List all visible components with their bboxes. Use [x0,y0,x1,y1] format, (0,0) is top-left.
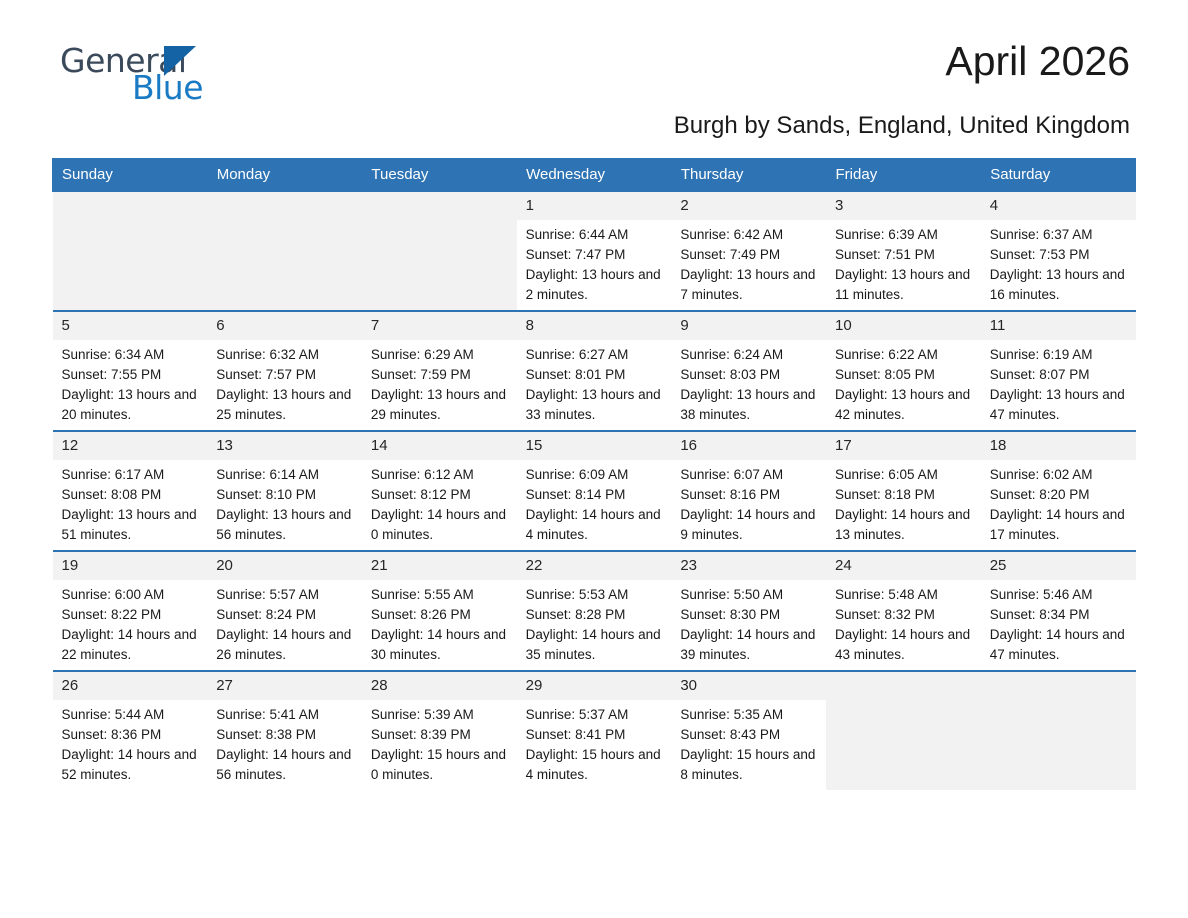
calendar-day-cell[interactable] [53,551,208,671]
day-details [517,700,672,785]
sunrise-text: Sunrise: 6:37 AM [989,227,1093,242]
daylight-text: Daylight: 13 hours and 16 minutes. [989,267,1125,302]
calendar-body [53,191,1136,790]
day-number: 4 [981,192,1136,220]
sunrise-text: Sunrise: 5:39 AM [370,707,474,722]
location-subtitle: Burgh by Sands, England, United Kingdom [673,112,1130,139]
day-number: 18 [981,432,1136,460]
daylight-text: Daylight: 13 hours and 20 minutes. [61,387,197,422]
daylight-text: Daylight: 13 hours and 47 minutes. [989,387,1125,422]
daylight-text: Daylight: 14 hours and 4 minutes. [525,507,661,542]
sunrise-text: Sunrise: 6:19 AM [989,347,1093,362]
sunset-text: Sunset: 8:24 PM [216,607,317,622]
daylight-text: Daylight: 14 hours and 47 minutes. [989,627,1125,662]
day-details [981,580,1136,665]
sunrise-text: Sunrise: 5:35 AM [680,707,784,722]
sunset-text: Sunset: 8:26 PM [370,607,471,622]
sunset-text: Sunset: 7:55 PM [61,367,162,382]
day-number: 27 [207,672,362,700]
calendar-day-cell[interactable] [517,311,672,431]
sunrise-text: Sunrise: 6:14 AM [216,467,320,482]
calendar-week-row [53,431,1136,551]
day-details [362,580,517,665]
calendar-day-cell[interactable] [53,311,208,431]
day-details [362,460,517,545]
day-details [207,340,362,425]
sunrise-text: Sunrise: 6:39 AM [835,227,938,242]
sunrise-text: Sunrise: 5:57 AM [216,587,320,602]
day-details [53,340,208,425]
day-details [671,460,826,545]
day-details [981,340,1136,425]
day-details [981,460,1136,545]
day-details [671,700,826,785]
day-number: 2 [671,192,826,220]
sunrise-text: Sunrise: 6:44 AM [525,227,629,242]
sunset-text: Sunset: 8:16 PM [680,487,781,502]
daylight-text: Daylight: 13 hours and 7 minutes. [680,267,816,302]
day-details [362,340,517,425]
weekday-header-thursday: Thursday [671,159,826,192]
calendar-day-cell[interactable] [981,191,1136,311]
daylight-text: Daylight: 14 hours and 43 minutes. [835,627,971,662]
daylight-text: Daylight: 14 hours and 9 minutes. [680,507,816,542]
sunset-text: Sunset: 8:39 PM [370,727,471,742]
day-details [517,460,672,545]
calendar-week-row [53,551,1136,671]
page-header [52,0,1136,110]
calendar-day-cell[interactable] [981,431,1136,551]
day-number: 11 [981,312,1136,340]
weekday-header-tuesday: Tuesday [362,159,517,192]
sunset-text: Sunset: 8:03 PM [680,367,781,382]
calendar-day-cell[interactable] [671,191,826,311]
calendar-cell-empty [207,191,362,311]
sunrise-text: Sunrise: 6:22 AM [835,347,938,362]
calendar-day-cell[interactable] [207,311,362,431]
day-details [826,460,981,545]
calendar-day-cell[interactable] [517,431,672,551]
daylight-text: Daylight: 13 hours and 38 minutes. [680,387,816,422]
day-details [671,340,826,425]
sunrise-sunset-calendar [52,158,1136,790]
sunset-text: Sunset: 8:30 PM [680,607,781,622]
calendar-cell-empty [826,671,981,790]
day-details [671,580,826,665]
sunset-text: Sunset: 7:49 PM [680,247,781,262]
day-number: 9 [671,312,826,340]
sunrise-text: Sunrise: 5:55 AM [370,587,474,602]
daylight-text: Daylight: 14 hours and 30 minutes. [370,627,506,662]
day-number: 23 [671,552,826,580]
sunrise-text: Sunrise: 6:27 AM [525,347,629,362]
day-details [826,340,981,425]
day-number: 26 [53,672,208,700]
day-details [53,580,208,665]
daylight-text: Daylight: 13 hours and 25 minutes. [216,387,352,422]
weekday-header-wednesday: Wednesday [517,159,672,192]
sunrise-text: Sunrise: 6:07 AM [680,467,784,482]
daylight-text: Daylight: 14 hours and 35 minutes. [525,627,661,662]
sunrise-text: Sunrise: 6:32 AM [216,347,320,362]
sunset-text: Sunset: 8:08 PM [61,487,162,502]
calendar-day-cell[interactable] [826,191,981,311]
day-details [517,340,672,425]
day-details [53,460,208,545]
sunset-text: Sunset: 8:43 PM [680,727,781,742]
day-number: 1 [517,192,672,220]
daylight-text: Daylight: 14 hours and 26 minutes. [216,627,352,662]
day-number: 30 [671,672,826,700]
daylight-text: Daylight: 13 hours and 33 minutes. [525,387,661,422]
sunrise-text: Sunrise: 6:09 AM [525,467,629,482]
sunrise-text: Sunrise: 5:50 AM [680,587,784,602]
calendar-day-cell[interactable] [981,551,1136,671]
brand-logo[interactable] [60,41,204,107]
calendar-day-cell[interactable] [671,671,826,790]
sunset-text: Sunset: 8:01 PM [525,367,626,382]
sunset-text: Sunset: 8:38 PM [216,727,317,742]
calendar-day-cell[interactable] [207,671,362,790]
day-details [53,700,208,785]
day-details [517,220,672,305]
day-number: 20 [207,552,362,580]
day-number: 24 [826,552,981,580]
day-number: 19 [53,552,208,580]
sunset-text: Sunset: 8:36 PM [61,727,162,742]
calendar-day-cell[interactable] [671,431,826,551]
day-details [826,220,981,305]
calendar-day-cell[interactable] [362,431,517,551]
weekday-header-friday: Friday [826,159,981,192]
calendar-day-cell[interactable] [671,311,826,431]
day-number: 25 [981,552,1136,580]
daylight-text: Daylight: 14 hours and 56 minutes. [216,747,352,782]
calendar-day-cell[interactable] [981,311,1136,431]
sunset-text: Sunset: 8:28 PM [525,607,626,622]
day-number: 28 [362,672,517,700]
daylight-text: Daylight: 14 hours and 17 minutes. [989,507,1125,542]
daylight-text: Daylight: 13 hours and 42 minutes. [835,387,971,422]
calendar-day-cell[interactable] [207,431,362,551]
day-details [207,460,362,545]
day-number: 6 [207,312,362,340]
sunrise-text: Sunrise: 5:53 AM [525,587,629,602]
calendar-day-cell[interactable] [362,551,517,671]
sunset-text: Sunset: 8:05 PM [835,367,935,382]
sunset-text: Sunset: 7:59 PM [370,367,471,382]
day-number: 17 [826,432,981,460]
day-number: 16 [671,432,826,460]
calendar-day-cell[interactable] [207,551,362,671]
calendar-day-cell[interactable] [517,671,672,790]
sunrise-text: Sunrise: 5:37 AM [525,707,629,722]
sunrise-text: Sunrise: 6:24 AM [680,347,784,362]
day-number: 22 [517,552,672,580]
sunrise-text: Sunrise: 6:12 AM [370,467,474,482]
day-details [207,580,362,665]
sunrise-text: Sunrise: 6:29 AM [370,347,474,362]
daylight-text: Daylight: 14 hours and 52 minutes. [61,747,197,782]
sunset-text: Sunset: 8:18 PM [835,487,935,502]
daylight-text: Daylight: 15 hours and 0 minutes. [370,747,506,782]
sunrise-text: Sunrise: 5:44 AM [61,707,165,722]
sunrise-text: Sunrise: 5:41 AM [216,707,320,722]
calendar-day-cell[interactable] [826,431,981,551]
calendar-day-cell[interactable] [53,431,208,551]
sunrise-text: Sunrise: 6:00 AM [61,587,165,602]
day-number: 29 [517,672,672,700]
sunset-text: Sunset: 8:34 PM [989,607,1090,622]
daylight-text: Daylight: 14 hours and 39 minutes. [680,627,816,662]
calendar-cell-empty [53,191,208,311]
calendar-day-cell[interactable] [826,311,981,431]
sunset-text: Sunset: 8:12 PM [370,487,471,502]
weekday-header-monday: Monday [207,159,362,192]
calendar-day-cell[interactable] [826,551,981,671]
day-number: 8 [517,312,672,340]
calendar-day-cell[interactable] [53,671,208,790]
sunset-text: Sunset: 7:47 PM [525,247,626,262]
day-number: 3 [826,192,981,220]
day-number: 10 [826,312,981,340]
day-details [981,220,1136,305]
triangle-flag-icon [164,46,196,76]
sunset-text: Sunset: 7:53 PM [989,247,1090,262]
sunrise-text: Sunrise: 6:34 AM [61,347,165,362]
daylight-text: Daylight: 13 hours and 29 minutes. [370,387,506,422]
calendar-day-cell[interactable] [671,551,826,671]
day-number: 13 [207,432,362,460]
sunrise-text: Sunrise: 6:02 AM [989,467,1093,482]
daylight-text: Daylight: 14 hours and 0 minutes. [370,507,506,542]
daylight-text: Daylight: 15 hours and 8 minutes. [680,747,816,782]
day-number: 12 [53,432,208,460]
sunset-text: Sunset: 7:57 PM [216,367,317,382]
day-details [362,700,517,785]
day-number: 7 [362,312,517,340]
sunrise-text: Sunrise: 6:05 AM [835,467,938,482]
sunset-text: Sunset: 8:10 PM [216,487,317,502]
page-title: April 2026 [945,38,1130,84]
daylight-text: Daylight: 15 hours and 4 minutes. [525,747,661,782]
daylight-text: Daylight: 14 hours and 22 minutes. [61,627,197,662]
day-details [826,580,981,665]
calendar-day-cell[interactable] [517,191,672,311]
calendar-week-row [53,671,1136,790]
day-details [671,220,826,305]
day-details [517,580,672,665]
day-details [207,700,362,785]
sunset-text: Sunset: 8:32 PM [835,607,935,622]
weekday-header-row [53,159,1136,192]
calendar-day-cell[interactable] [362,671,517,790]
calendar-cell-empty [362,191,517,311]
daylight-text: Daylight: 13 hours and 2 minutes. [525,267,661,302]
sunrise-text: Sunrise: 5:46 AM [989,587,1093,602]
calendar-week-row [53,311,1136,431]
calendar-day-cell[interactable] [517,551,672,671]
sunrise-text: Sunrise: 6:42 AM [680,227,784,242]
brand-name-blue: Blue [132,68,204,107]
sunset-text: Sunset: 8:22 PM [61,607,162,622]
day-number: 14 [362,432,517,460]
sunset-text: Sunset: 8:20 PM [989,487,1090,502]
daylight-text: Daylight: 14 hours and 13 minutes. [835,507,971,542]
sunset-text: Sunset: 8:41 PM [525,727,626,742]
sunset-text: Sunset: 8:07 PM [989,367,1090,382]
daylight-text: Daylight: 13 hours and 11 minutes. [835,267,971,302]
sunset-text: Sunset: 8:14 PM [525,487,626,502]
calendar-week-row [53,191,1136,311]
weekday-header-sunday: Sunday [53,159,208,192]
sunset-text: Sunset: 7:51 PM [835,247,935,262]
brand-name-general: General [60,41,187,80]
daylight-text: Daylight: 13 hours and 51 minutes. [61,507,197,542]
daylight-text: Daylight: 13 hours and 56 minutes. [216,507,352,542]
day-number: 5 [53,312,208,340]
weekday-header-saturday: Saturday [981,159,1136,192]
day-number: 15 [517,432,672,460]
calendar-day-cell[interactable] [362,311,517,431]
calendar-cell-empty [981,671,1136,790]
sunrise-text: Sunrise: 5:48 AM [835,587,938,602]
day-number: 21 [362,552,517,580]
sunrise-text: Sunrise: 6:17 AM [61,467,165,482]
